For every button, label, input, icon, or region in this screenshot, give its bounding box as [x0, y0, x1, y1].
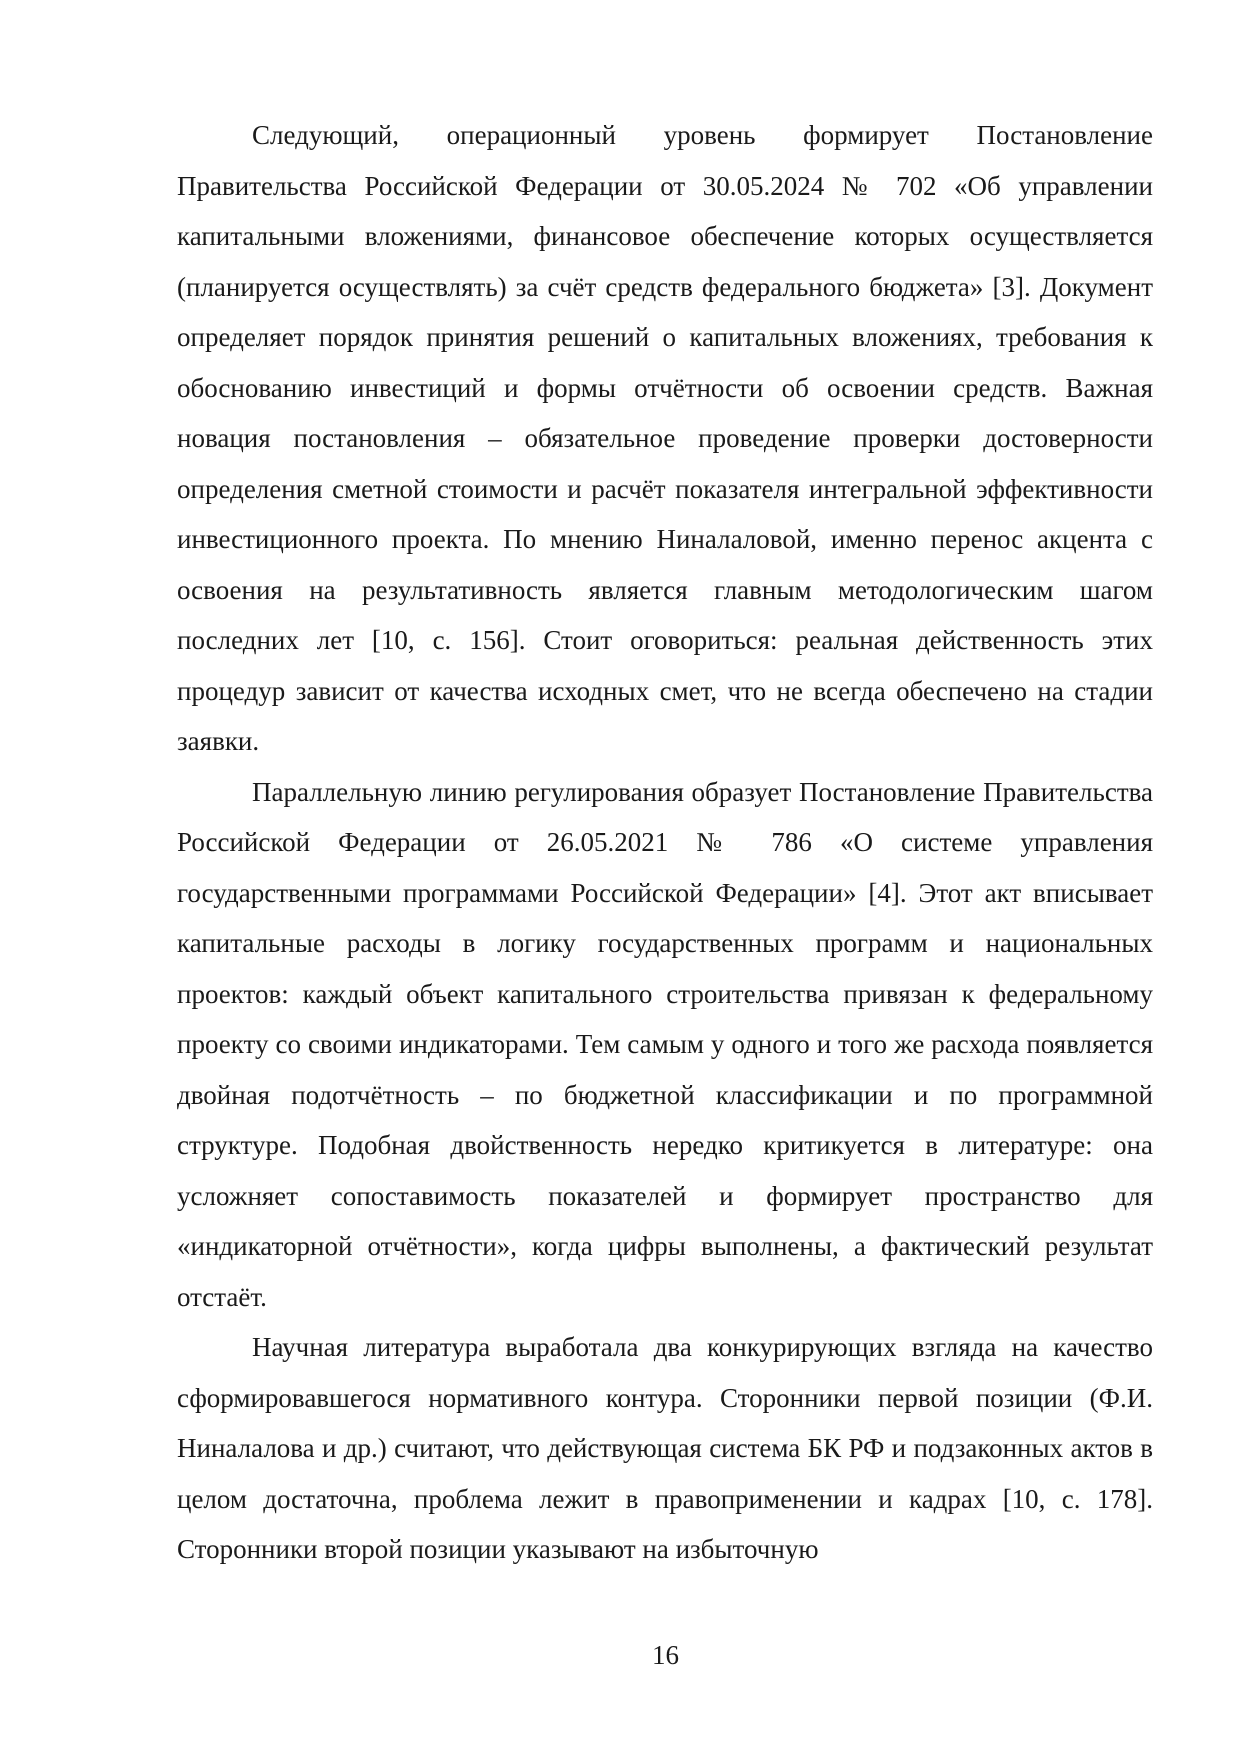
document-body [177, 110, 1153, 1575]
paragraph-operational-level: Следующий, операционный уровень формирует Постановление Правительства Российской Федерации от 30.05.2024 № 702 «Об управлении капитальными вложениями, финансовое обеспечение которых осуществляется (планируется осуществлять) за счёт средств федерального бюджета» [3]. Документ определяет порядок принятия решений о капитальных вложениях, требования к обоснованию инвестиций и формы отчётности об освоении средств. Важная новация постановления – обязательное проведение проверки достоверности определения сметной стоимости и расчёт показателя интегральной эффективности инвестиционного проекта. По мнению Ниналаловой, именно перенос акцента с освоения на результативность является главным методологическим шагом последних лет [10, с. 156]. Стоит оговориться: реальная действенность этих процедур зависит от качества исходных смет, что не всегда обеспечено на стадии заявки. [177, 120, 1153, 756]
paragraph-scientific-literature: Научная литература выработала два конкурирующих взгляда на качество сформировавшегося нормативного контура. Сторонники первой позиции (Ф.И. Ниналалова и др.) считают, что действующая система БК РФ и подзаконных актов в целом достаточна, проблема лежит в правоприменении и кадрах [10, с. 178]. Сторонники второй позиции указывают на избыточную [177, 1332, 1153, 1564]
paragraph-parallel-regulation: Параллельную линию регулирования образует Постановление Правительства Российской Федерации от 26.05.2021 № 786 «О системе управления государственными программами Российской Федерации» [4]. Этот акт вписывает капитальные расходы в логику государственных программ и национальных проектов: каждый объект капитального строительства привязан к федеральному проекту со своими индикаторами. Тем самым у одного и того же расхода появляется двойная подотчётность – по бюджетной классификации и по программной структуре. Подобная двойственность нередко критикуется в литературе: она усложняет сопоставимость показателей и формирует пространство для «индикаторной отчётности», когда цифры выполнены, а фактический результат отстаёт. [177, 776, 1153, 1312]
page-number: 16 [652, 1640, 679, 1670]
